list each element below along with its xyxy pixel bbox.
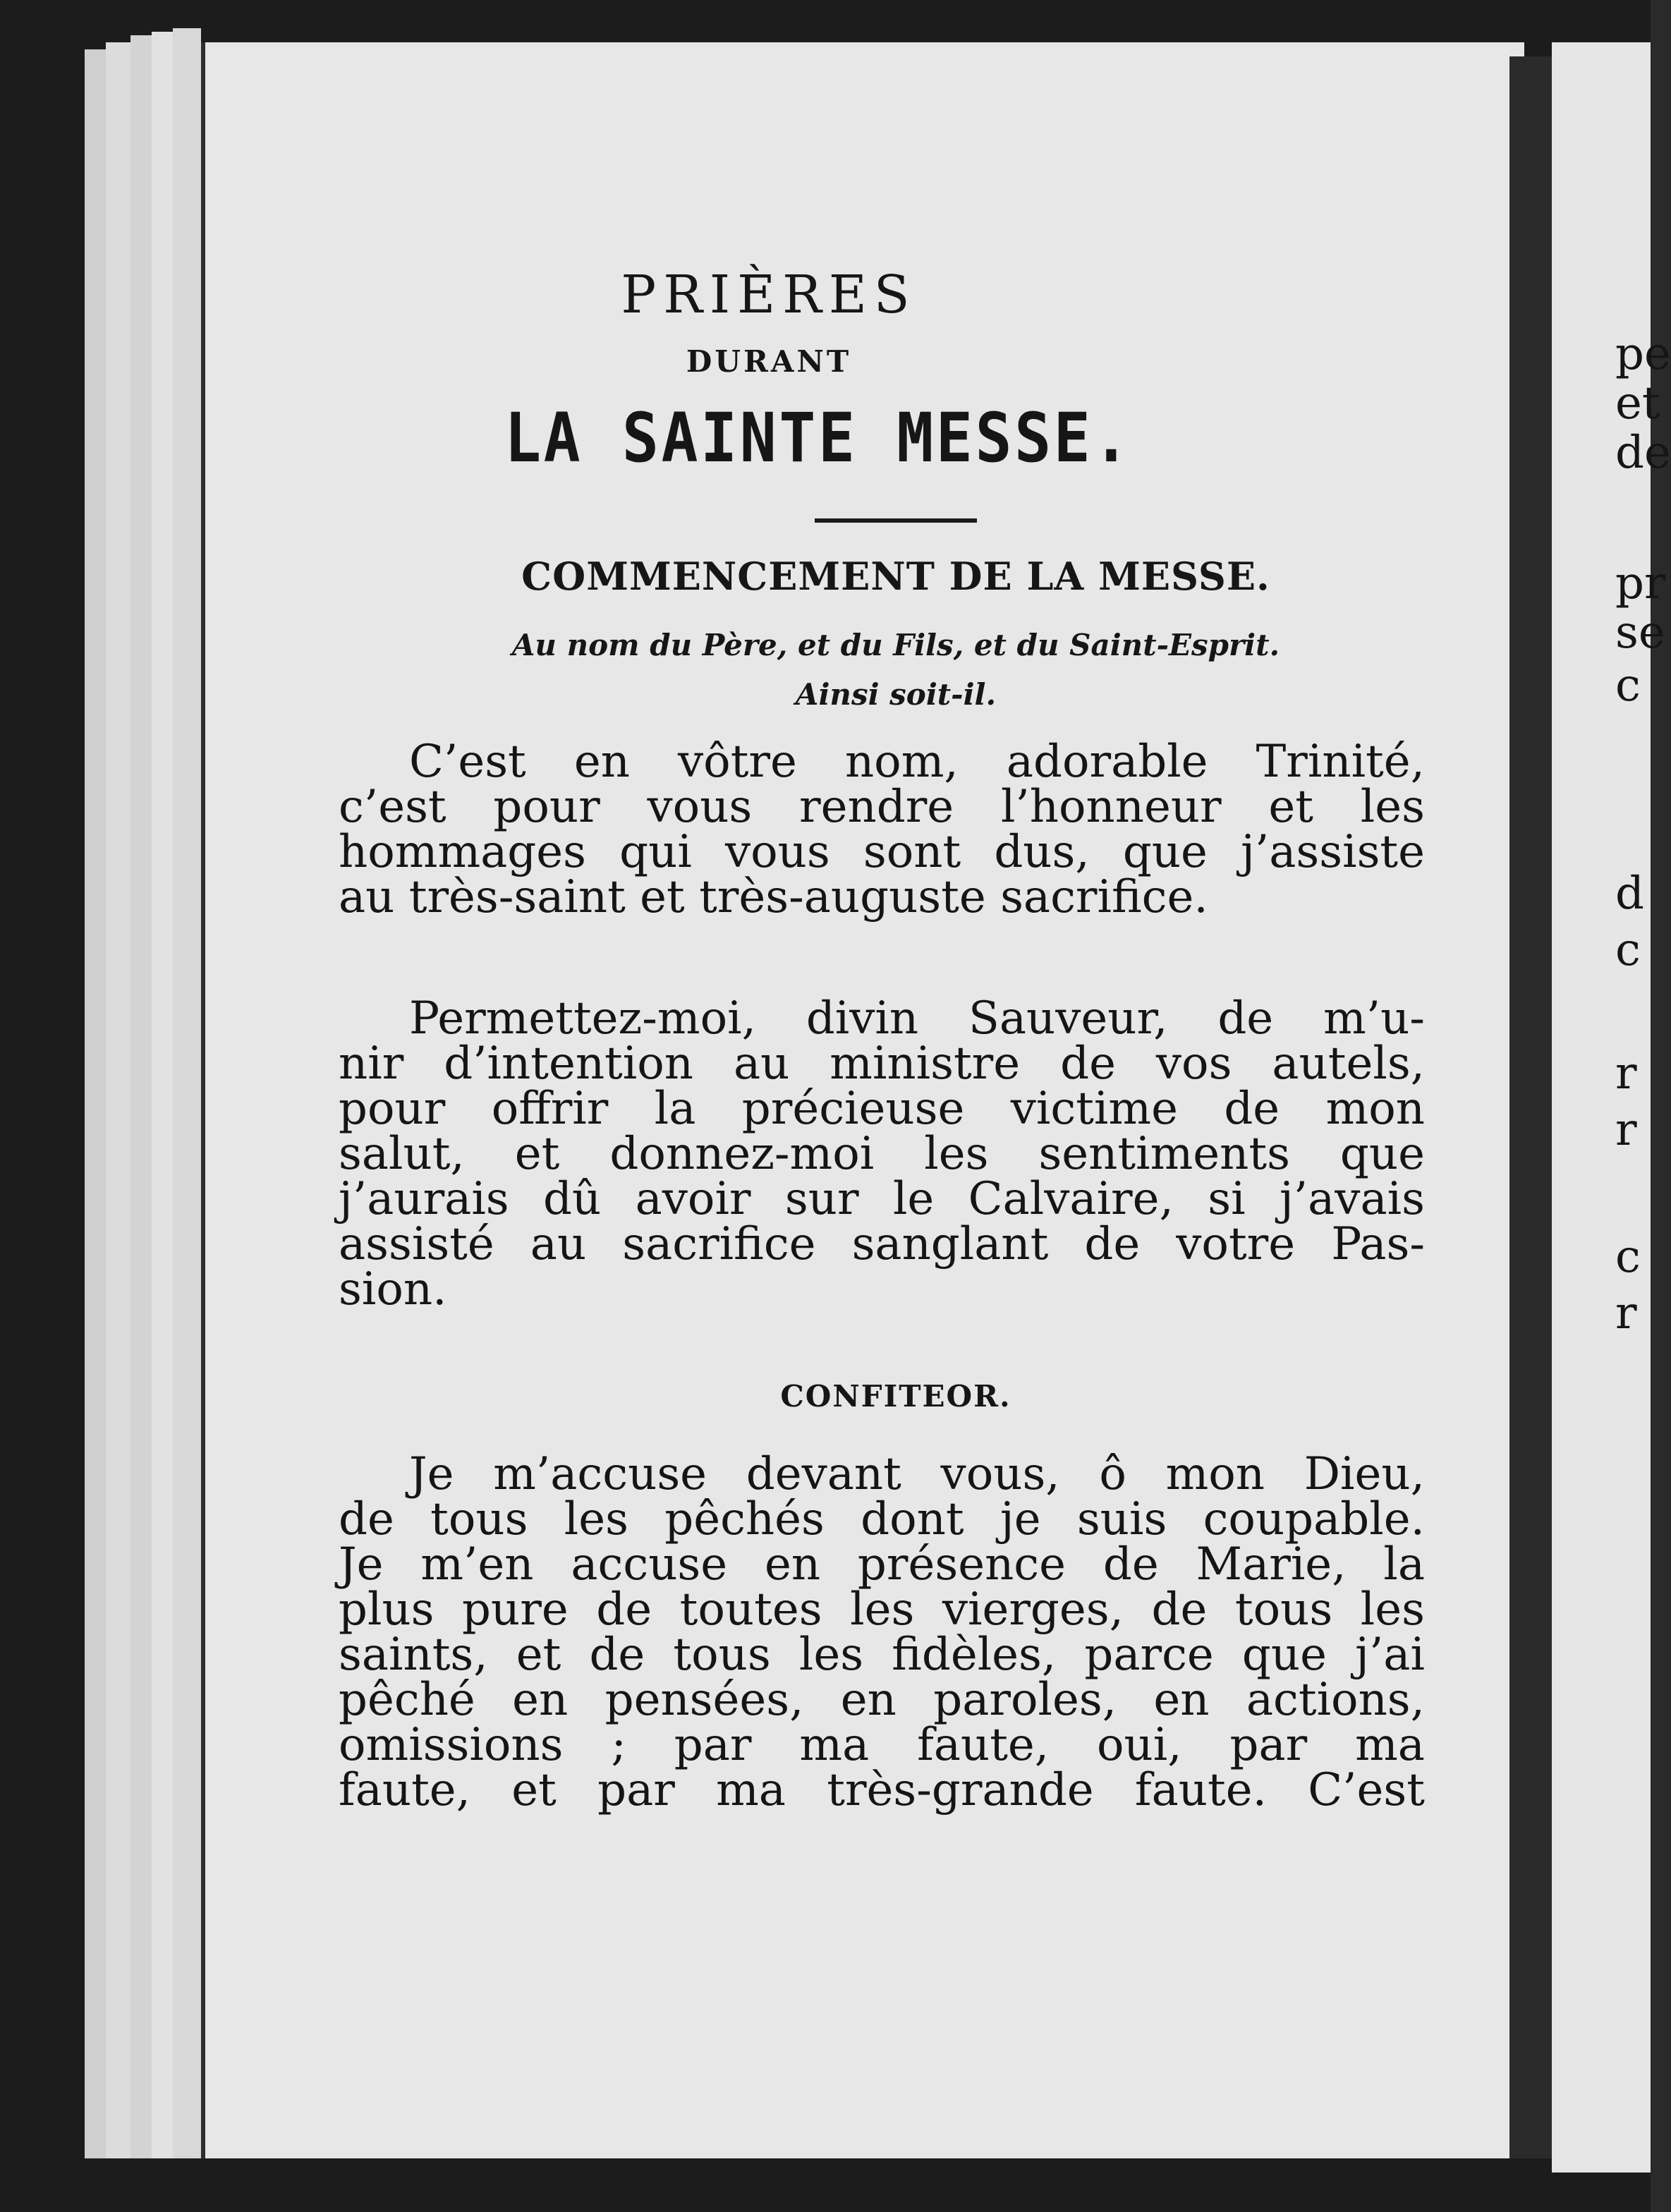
facing-page-fragment: pr — [1615, 557, 1666, 609]
facing-page-fragment: r — [1615, 1104, 1637, 1156]
text-line: pour offrir la précieuse victime de mon — [339, 1083, 1425, 1135]
facing-page-fragment: et — [1615, 377, 1660, 430]
text-line: faute, et par ma très-grande faute. C’est — [339, 1764, 1425, 1816]
invocation-line: Ainsi soit-il. — [795, 677, 997, 712]
text-line: de tous les pêchés dont je suis coupable. — [339, 1493, 1425, 1545]
text-line: nir d’intention au ministre de vos autels, — [339, 1038, 1425, 1090]
invocation-line: Au nom du Père, et du Fils, et du Saint-Esprit. — [511, 628, 1280, 662]
text-line: Je m’en accuse en présence de Marie, la — [339, 1538, 1425, 1591]
page-title: PRIÈRES — [621, 265, 917, 325]
text-line: saints, et de tous les fidèles, parce que j’ai — [339, 1629, 1425, 1681]
facing-page-fragment: c — [1615, 660, 1641, 712]
paragraph-confiteor — [339, 1448, 1425, 1816]
text-line: c’est pour vous rendre l’honneur et les — [339, 781, 1425, 833]
page-subtitle: DURANT — [686, 344, 852, 379]
text-line: au très-saint et très-auguste sacrifice. — [339, 871, 1208, 923]
page-stack-edge — [173, 28, 201, 2158]
facing-page-fragment: d — [1615, 868, 1644, 920]
text-line: Je m’accuse devant vous, ô mon Dieu, — [409, 1448, 1425, 1500]
facing-page-edge — [1552, 42, 1671, 2172]
facing-page-fragment: c — [1615, 1231, 1641, 1283]
facing-page-fragment: c — [1615, 924, 1641, 976]
facing-page-fragment: r — [1615, 1287, 1637, 1339]
text-line: omissions ; par ma faute, oui, par ma — [339, 1719, 1425, 1771]
text-line: sion. — [339, 1263, 447, 1315]
text-line: Permettez-moi, divin Sauveur, de m’u- — [409, 992, 1425, 1045]
facing-page-fragment: r — [1615, 1047, 1637, 1100]
page-main-heading: LA SAINTE MESSE. — [504, 399, 1132, 478]
title-rule-divider — [815, 518, 977, 523]
facing-page-fragment: de — [1615, 427, 1671, 479]
section-heading: COMMENCEMENT DE LA MESSE. — [521, 554, 1270, 599]
text-line: j’aurais dû avoir sur le Calvaire, si j’avais — [339, 1173, 1425, 1225]
text-line: C’est en vôtre nom, adorable Trinité, — [409, 736, 1425, 788]
text-line: hommages qui vous sont dus, que j’assiste — [339, 826, 1425, 878]
text-line: plus pure de toutes les vierges, de tous les — [339, 1584, 1425, 1636]
paragraph-opening-prayer — [339, 736, 1425, 923]
text-line: salut, et donnez-moi les sentiments que — [339, 1128, 1425, 1180]
text-line: pêché en pensées, en paroles, en actions, — [339, 1674, 1425, 1726]
facing-page-fragment: pe — [1615, 328, 1671, 380]
confiteor-heading: CONFITEOR. — [780, 1379, 1011, 1414]
facing-page-fragment: se — [1615, 607, 1665, 659]
text-line: assisté au sacrifice sanglant de votre Pas- — [339, 1218, 1425, 1270]
paragraph-permettez — [339, 992, 1425, 1315]
